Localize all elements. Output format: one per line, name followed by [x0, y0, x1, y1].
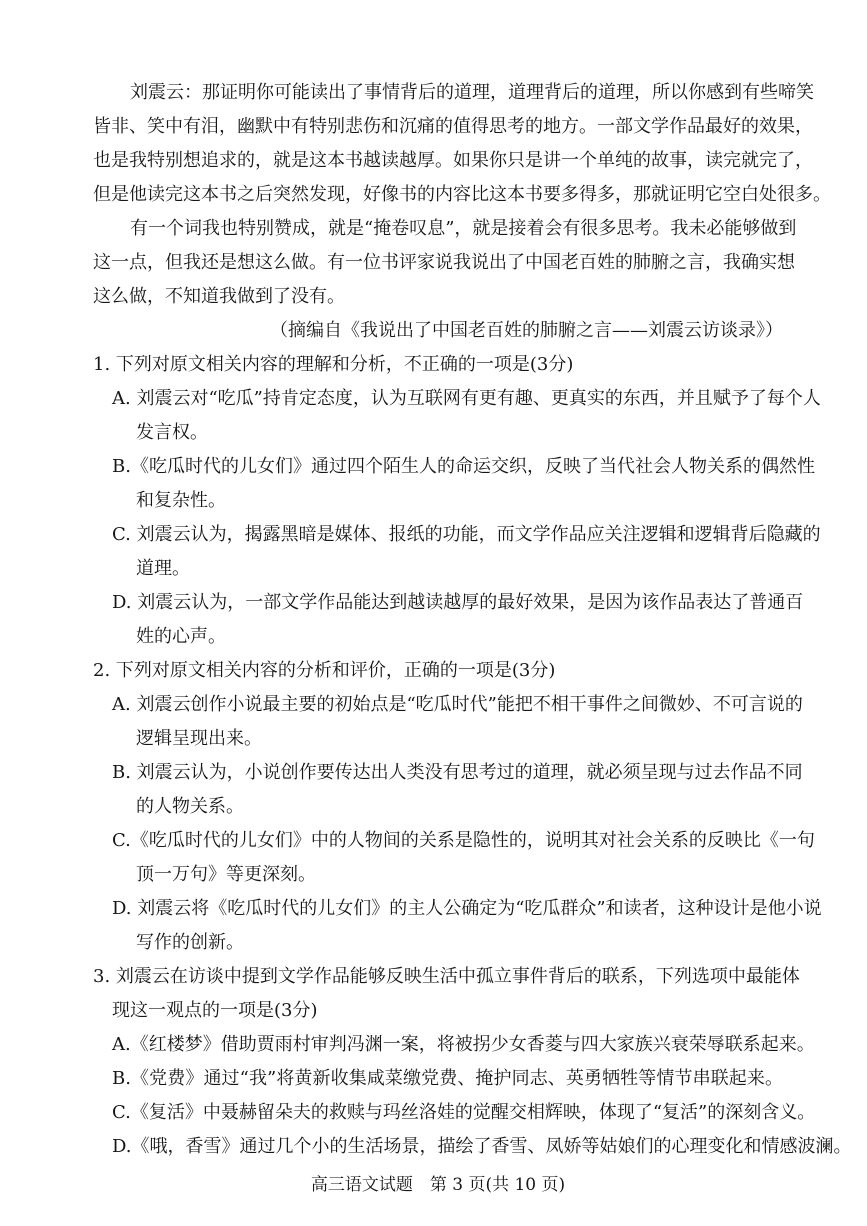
q2-option-c-cont: 顶一万句》等更深刻。 [136, 864, 316, 885]
passage-line: 但是他读完这本书之后突然发现，好像书的内容比这本书要多得多，那就证明它空白处很多。 [93, 184, 831, 205]
q2-option-b: B. 刘震云认为，小说创作要传达出人类没有思考过的道理，就必须呈现与过去作品不同 [112, 762, 803, 783]
passage-line: 刘震云：那证明你可能读出了事情背后的道理，道理背后的道理，所以你感到有些啼笑 [130, 82, 814, 103]
q3-option-b: B.《党费》通过“我”将黄新收集咸菜缴党费、掩护同志、英勇牺牲等情节串联起来。 [112, 1068, 783, 1089]
q1-option-a: A. 刘震云对“吃瓜”持肯定态度，认为互联网有更有趣、更真实的东西，并且赋予了每个人 [112, 388, 821, 409]
page-footer: 高三语文试题 第 3 页(共 10 页) [310, 1175, 566, 1195]
q1-option-d: D. 刘震云认为，一部文学作品能达到越读越厚的最好效果，是因为该作品表达了普通百 [112, 592, 804, 613]
q2-option-d: D. 刘震云将《吃瓜时代的儿女们》的主人公确定为“吃瓜群众”和读者，这种设计是他小说 [112, 898, 822, 919]
passage-line: 这么做，不知道我做到了没有。 [93, 286, 345, 307]
q1-option-b-cont: 和复杂性。 [136, 490, 226, 511]
question-3-stem: 3. 刘震云在访谈中提到文学作品能够反映生活中孤立事件背后的联系，下列选项中最能体 [93, 966, 800, 987]
q1-option-c-cont: 道理。 [136, 558, 190, 579]
question-1-stem: 1. 下列对原文相关内容的理解和分析，不正确的一项是(3分) [93, 354, 574, 375]
q2-option-b-cont: 的人物关系。 [136, 796, 244, 817]
question-2-stem: 2. 下列对原文相关内容的分析和评价，正确的一项是(3分) [93, 660, 556, 681]
passage-source: （摘编自《我说出了中国老百姓的肺腑之言——刘震云访谈录》） [270, 320, 783, 341]
question-3-stem-cont: 现这一观点的一项是(3分) [112, 1000, 318, 1021]
q2-option-a: A. 刘震云创作小说最主要的初始点是“吃瓜时代”能把不相干事件之间微妙、不可言说的 [112, 694, 803, 715]
passage-line: 有一个词我也特别赞成，就是“掩卷叹息”，就是接着会有很多思考。我未必能够做到 [130, 218, 797, 239]
q3-option-c: C.《复活》中聂赫留朵夫的救赎与玛丝洛娃的觉醒交相辉映，体现了“复活”的深刻含义。 [112, 1102, 816, 1123]
q3-option-d: D.《哦，香雪》通过几个小的生活场景，描绘了香雪、凤娇等姑娘们的心理变化和情感波澜。 [112, 1136, 852, 1157]
q1-option-a-cont: 发言权。 [136, 422, 208, 443]
passage-line: 这一点，但我还是想这么做。有一位书评家说我说出了中国老百姓的肺腑之言，我确实想 [93, 252, 795, 273]
q1-option-c: C. 刘震云认为，揭露黑暗是媒体、报纸的功能，而文学作品应关注逻辑和逻辑背后隐藏的 [112, 524, 821, 545]
passage-line: 皆非、笑中有泪，幽默中有特别悲伤和沉痛的值得思考的地方。一部文学作品最好的效果， [93, 116, 813, 137]
passage-line: 也是我特别想追求的，就是这本书越读越厚。如果你只是讲一个单纯的故事，读完就完了， [93, 150, 813, 171]
q3-option-a: A.《红楼梦》借助贾雨村审判冯渊一案，将被拐少女香菱与四大家族兴衰荣辱联系起来。 [112, 1034, 815, 1055]
q1-option-b: B.《吃瓜时代的儿女们》通过四个陌生人的命运交织，反映了当代社会人物关系的偶然性 [112, 456, 815, 477]
q1-option-d-cont: 姓的心声。 [136, 626, 226, 647]
q2-option-c: C.《吃瓜时代的儿女们》中的人物间的关系是隐性的，说明其对社会关系的反映比《一句 [112, 830, 815, 851]
q2-option-d-cont: 写作的创新。 [136, 932, 244, 953]
q2-option-a-cont: 逻辑呈现出来。 [136, 728, 262, 749]
